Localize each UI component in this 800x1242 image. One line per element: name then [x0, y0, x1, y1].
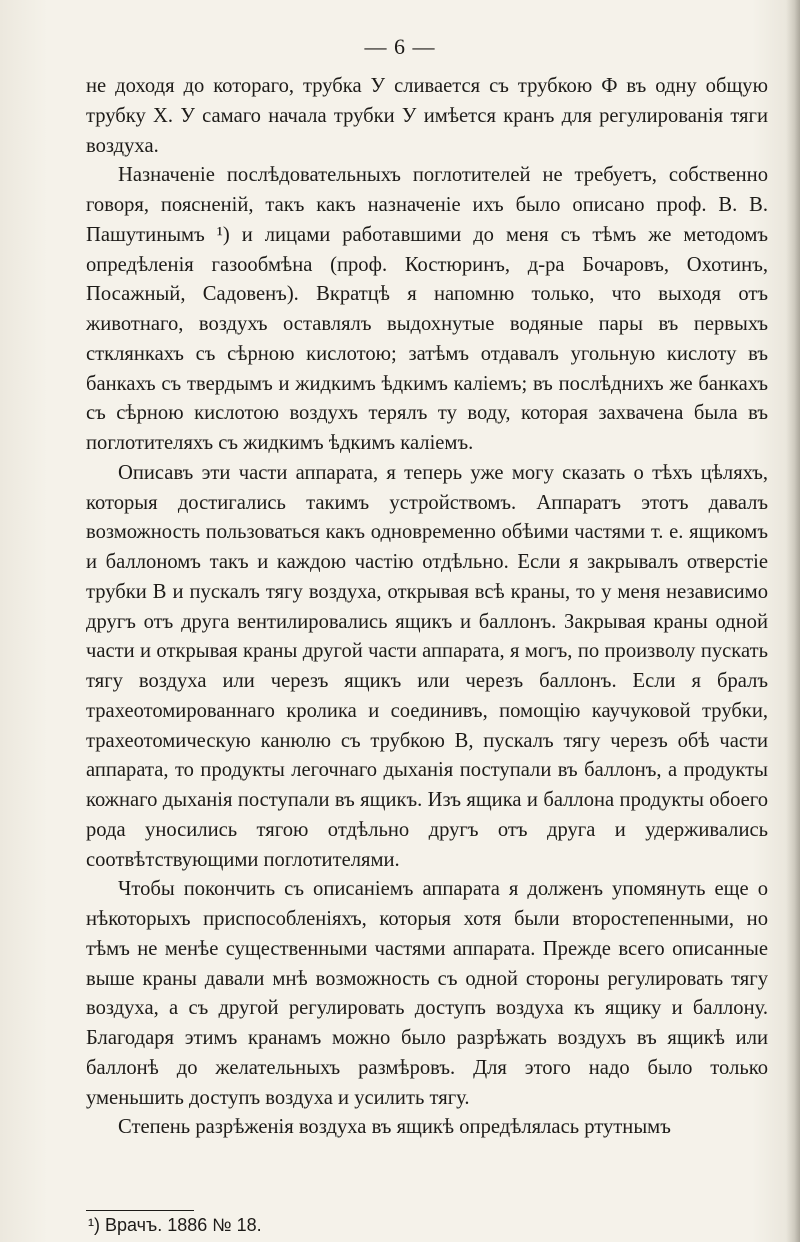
paragraph-5: Степень разрѣженія воздуха въ ящикѣ опредѣлялась ртутнымъ	[118, 1116, 671, 1139]
paragraph-3: Описавъ эти части аппарата, я теперь уже могу сказать о тѣхъ цѣляхъ, которыя достигались такимъ устройствомъ. Аппаратъ этотъ давалъ возможность пользоваться какъ одновременно обѣими частями т. е. ящикомъ и баллономъ такъ и каждою частію отдѣльно. Если я закрывалъ отверстіе трубки В и пускалъ тягу воздуха, открывая всѣ краны, то у меня независимо другъ отъ друга вентилировались ящикъ и баллонъ. Закрывая краны одной части и открывая краны другой части аппарата, я могъ, по произволу пускать тягу воздуха или черезъ ящикъ или черезъ баллонъ. Если я бралъ трахеотомированнаго кролика и соединивъ, помощію каучуковой трубки, трахеотомическую канюлю съ трубкою В, пускалъ тягу черезъ обѣ части аппарата, то продукты легочнаго дыханія поступали въ баллонъ, а продукты кожнаго дыханія поступали въ ящикъ. Изъ ящика и баллона продукты обоего рода уносились тягою отдѣльно другъ отъ друга и удерживались соотвѣтствующими поглотителями.	[86, 461, 768, 871]
footnote-divider	[86, 1210, 194, 1211]
paragraph-4: Чтобы покончить съ описаніемъ аппарата я долженъ упомянуть еще о нѣкоторыхъ приспособленіяхъ, которыя хотя были второстепенными, но тѣмъ не менѣе существенными частями аппарата. Прежде всего описанные выше краны давали мнѣ возможность съ одной стороны регулировать тягу воздуха, а съ другой регулировать доступъ воздуха къ ящику и баллону. Благодаря этимъ кранамъ можно было разрѣжать воздухъ въ ящикѣ или баллонѣ до желательныхъ размѣровъ. Для этого надо было только уменьшить доступъ воздуха и усилить тягу.	[86, 878, 768, 1109]
page-number: — 6 —	[364, 34, 436, 59]
footnote: ¹) Врачъ. 1886 № 18.	[88, 1215, 262, 1235]
paragraph-2: Назначеніе послѣдовательныхъ поглотителей не требуетъ, собственно говоря, поясненій, такъ какъ назначеніе ихъ было описано проф. В. В. Пашутинымъ ¹) и лицами работавшими до меня съ тѣмъ же методомъ опредѣленія газообмѣна (проф. Костюринъ, д-ра Бочаровъ, Охотинъ, Посажный, Садовенъ). Вкратцѣ я напомню только, что выходя отъ животнаго, воздухъ оставлялъ выдохнутые водяные пары въ первыхъ стклянкахъ съ сѣрною кислотою; затѣмъ отдавалъ угольную кислоту въ банкахъ съ твердымъ и жидкимъ ѣдкимъ каліемъ; въ послѣднихъ же банкахъ съ сѣрною кислотою воздухъ терялъ ту воду, которая захвачена была въ поглотителяхъ съ жидкимъ ѣдкимъ каліемъ.	[86, 164, 768, 454]
paragraph-1: не доходя до котораго, трубка У сливается съ трубкою Ф въ одну общую трубку Х. У самаго начала трубки У имѣется кранъ для регулированія тяги воздуха.	[86, 75, 768, 157]
page-edge-shadow	[786, 0, 800, 1242]
body-text	[86, 72, 768, 1143]
